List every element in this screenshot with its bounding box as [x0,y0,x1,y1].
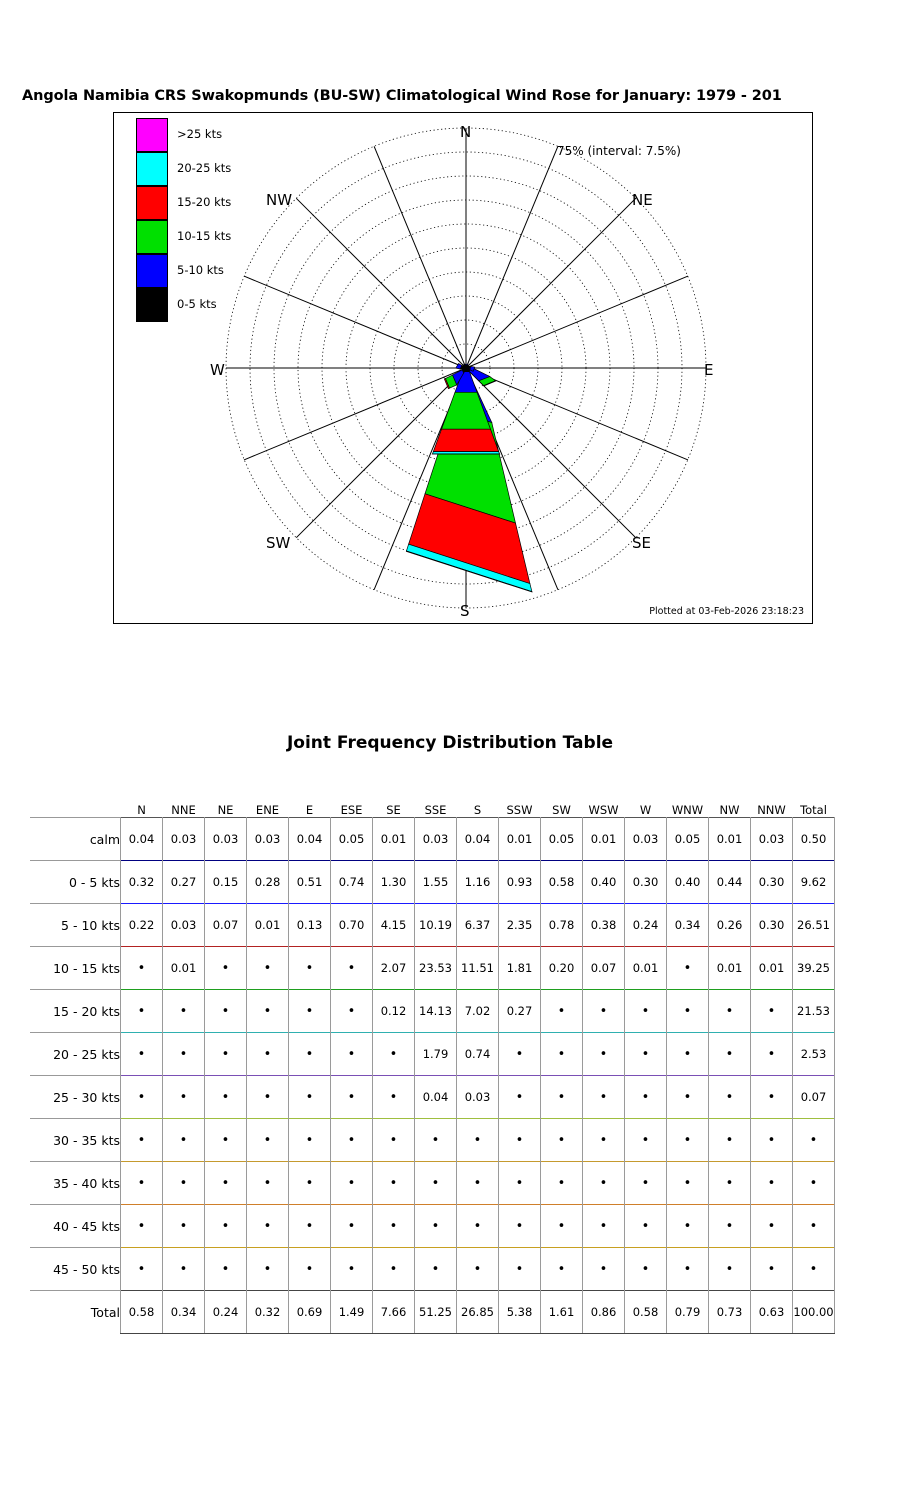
column-header-wsw: WSW [588,803,619,817]
cell-nw: • [709,1033,751,1076]
cell-nnw: 0.30 [751,904,793,947]
cell-w: • [625,1076,667,1119]
cell-sw: • [541,1076,583,1119]
cell-ese: 0.70 [331,904,373,947]
cell-total: 21.53 [793,990,835,1033]
cell-nnw: • [751,1033,793,1076]
cell-nw: 0.01 [709,947,751,990]
cell-w: 0.24 [625,904,667,947]
cell-ssw: • [499,1248,541,1291]
cell-n: • [121,1076,163,1119]
cell-ese: 0.05 [331,818,373,861]
cell-w: 0.58 [625,1291,667,1334]
column-header-ene: ENE [255,803,280,817]
legend-label-5-10: 5-10 kts [177,263,224,277]
cell-se: • [373,1033,415,1076]
cell-ene: • [247,1076,289,1119]
cell-w: 0.01 [625,947,667,990]
cell-wsw: • [583,990,625,1033]
cell-w: • [625,1033,667,1076]
cell-sw: 0.20 [541,947,583,990]
cell-nw: • [709,1162,751,1205]
table-row [30,1205,835,1248]
legend-item-10-15 [124,220,284,254]
cell-ne: • [205,1248,247,1291]
cell-nnw: • [751,990,793,1033]
cell-sse: 23.53 [415,947,457,990]
cell-sse: 1.79 [415,1033,457,1076]
cell-total: 2.53 [793,1033,835,1076]
compass-label-sw: SW [266,534,291,552]
cell-e: 0.69 [289,1291,331,1334]
table-row [30,1248,835,1291]
cell-ssw: 5.38 [499,1291,541,1334]
ring-interval-label: 75% (interval: 7.5%) [557,144,681,158]
legend-swatch-20-25 [136,152,168,186]
row-label: Total [90,1304,120,1320]
cell-sse: • [415,1119,457,1162]
column-header-nne: NNE [171,803,196,817]
cell-n: • [121,947,163,990]
cell-wsw: 0.07 [583,947,625,990]
cell-nnw: • [751,1248,793,1291]
cell-se: 7.66 [373,1291,415,1334]
legend-item-gt25 [124,118,284,152]
cell-ene: • [247,990,289,1033]
cell-total: 100.00 [793,1291,835,1334]
cell-wnw: 0.40 [667,861,709,904]
legend-label-gt25: >25 kts [177,127,223,141]
cell-nw: • [709,990,751,1033]
row-label: 40 - 45 kts [53,1218,120,1234]
column-header-total: Total [800,803,827,817]
cell-nnw: 0.30 [751,861,793,904]
cell-sse: • [415,1162,457,1205]
cell-sse: 0.04 [415,1076,457,1119]
cell-ssw: • [499,1119,541,1162]
table-row [30,947,835,990]
joint-frequency-table [30,795,835,1334]
column-header-ne: NE [217,803,234,817]
cell-wnw: • [667,947,709,990]
cell-se: • [373,1248,415,1291]
cell-ese: • [331,947,373,990]
cell-wnw: • [667,1119,709,1162]
cell-nw: • [709,1205,751,1248]
cell-nnw: • [751,1162,793,1205]
cell-e: • [289,1162,331,1205]
column-header-n: N [137,803,146,817]
cell-wnw: • [667,1205,709,1248]
cell-sw: 0.05 [541,818,583,861]
cell-w: 0.03 [625,818,667,861]
cell-se: 2.07 [373,947,415,990]
cell-nne: 0.27 [163,861,205,904]
legend-item-0-5 [124,288,284,322]
cell-wsw: • [583,1162,625,1205]
cell-ssw: 2.35 [499,904,541,947]
cell-s: 6.37 [457,904,499,947]
cell-nnw: 0.01 [751,947,793,990]
table-heading: Joint Frequency Distribution Table [286,733,614,753]
cell-sse: 10.19 [415,904,457,947]
cell-ene: • [247,1033,289,1076]
cell-s: 7.02 [457,990,499,1033]
cell-nne: • [163,1162,205,1205]
cell-nne: • [163,1076,205,1119]
cell-wnw: • [667,1033,709,1076]
table-row [30,1033,835,1076]
legend-swatch-15-20 [136,186,168,220]
cell-s: • [457,1248,499,1291]
cell-se: 0.01 [373,818,415,861]
cell-ese: • [331,1162,373,1205]
row-label: 35 - 40 kts [53,1175,120,1191]
cell-ssw: • [499,1033,541,1076]
cell-ne: • [205,1205,247,1248]
cell-e: 0.13 [289,904,331,947]
cell-wnw: • [667,1076,709,1119]
cell-n: • [121,1119,163,1162]
cell-nne: • [163,1205,205,1248]
cell-s: 1.16 [457,861,499,904]
compass-label-nw: NW [266,191,293,209]
cell-se: • [373,1205,415,1248]
legend-label-20-25: 20-25 kts [177,161,232,175]
cell-total: 0.50 [793,818,835,861]
cell-ne: • [205,1076,247,1119]
cell-ne: • [205,1119,247,1162]
column-header-nnw: NNW [757,803,786,817]
cell-wsw: • [583,1033,625,1076]
cell-n: • [121,990,163,1033]
cell-ene: • [247,1248,289,1291]
wind-speed-legend [124,118,284,322]
cell-nw: 0.01 [709,818,751,861]
table-row [30,904,835,947]
cell-wnw: 0.34 [667,904,709,947]
table-header-row [30,795,835,818]
table-body [30,818,835,1334]
cell-nne: 0.03 [163,818,205,861]
cell-n: • [121,1033,163,1076]
cell-wsw: • [583,1248,625,1291]
cell-wsw: • [583,1076,625,1119]
legend-swatch-5-10 [136,254,168,288]
cell-s: • [457,1205,499,1248]
cell-total: • [793,1162,835,1205]
cell-ne: • [205,990,247,1033]
cell-nne: 0.03 [163,904,205,947]
cell-sse: 14.13 [415,990,457,1033]
cell-sse: 1.55 [415,861,457,904]
cell-sse: 51.25 [415,1291,457,1334]
compass-label-ne: NE [632,191,653,209]
legend-label-10-15: 10-15 kts [177,229,232,243]
cell-nnw: 0.63 [751,1291,793,1334]
cell-w: • [625,1119,667,1162]
cell-nne: • [163,1248,205,1291]
cell-sse: • [415,1205,457,1248]
cell-sw: 0.58 [541,861,583,904]
cell-sw: • [541,990,583,1033]
column-header-e: E [305,803,314,817]
cell-e: • [289,990,331,1033]
column-header-se: SE [386,803,401,817]
cell-nw: • [709,1248,751,1291]
cell-nnw: • [751,1205,793,1248]
legend-label-15-20: 15-20 kts [177,195,232,209]
cell-ne: • [205,1033,247,1076]
cell-nw: 0.73 [709,1291,751,1334]
cell-n: • [121,1248,163,1291]
cell-n: 0.04 [121,818,163,861]
legend-swatch-10-15 [136,220,168,254]
cell-ne: 0.07 [205,904,247,947]
cell-e: • [289,1119,331,1162]
cell-ese: • [331,1119,373,1162]
cell-e: 0.04 [289,818,331,861]
cell-ene: • [247,1205,289,1248]
cell-s: 0.03 [457,1076,499,1119]
cell-se: • [373,1076,415,1119]
table-row [30,861,835,904]
compass-label-w: W [210,361,225,379]
column-header-sw: SW [552,803,571,817]
cell-e: • [289,947,331,990]
row-label: 20 - 25 kts [53,1046,120,1062]
cell-ssw: 0.93 [499,861,541,904]
cell-wsw: 0.38 [583,904,625,947]
compass-label-s: S [460,602,470,620]
cell-sw: • [541,1033,583,1076]
cell-n: 0.32 [121,861,163,904]
compass-label-e: E [704,361,714,379]
column-header-sse: SSE [424,803,447,817]
cell-nne: • [163,1119,205,1162]
cell-se: 1.30 [373,861,415,904]
row-label: 10 - 15 kts [53,960,120,976]
cell-sw: 1.61 [541,1291,583,1334]
page-title: Angola Namibia CRS Swakopmunds (BU-SW) Climatological Wind Rose for January: 1979 - 201 [22,88,782,104]
cell-total: 39.25 [793,947,835,990]
cell-wsw: 0.40 [583,861,625,904]
cell-ese: • [331,990,373,1033]
cell-w: • [625,1205,667,1248]
cell-sw: • [541,1162,583,1205]
cell-sw: 0.78 [541,904,583,947]
cell-s: • [457,1119,499,1162]
cell-ene: 0.28 [247,861,289,904]
row-label: 5 - 10 kts [61,917,120,933]
header-corner [30,795,121,818]
column-header-w: W [639,803,652,817]
compass-label-se: SE [632,534,651,552]
legend-label-0-5: 0-5 kts [177,297,217,311]
cell-ne: 0.03 [205,818,247,861]
row-label: 15 - 20 kts [53,1003,120,1019]
cell-se: • [373,1162,415,1205]
cell-ene: 0.32 [247,1291,289,1334]
cell-ssw: • [499,1162,541,1205]
cell-wnw: • [667,1162,709,1205]
table-row [30,818,835,861]
cell-ene: • [247,1162,289,1205]
cell-s: 11.51 [457,947,499,990]
cell-e: • [289,1076,331,1119]
cell-ene: 0.01 [247,904,289,947]
cell-total: • [793,1119,835,1162]
cell-e: • [289,1205,331,1248]
cell-ene: • [247,947,289,990]
cell-n: • [121,1205,163,1248]
cell-ene: • [247,1119,289,1162]
column-header-ssw: SSW [506,803,533,817]
cell-ese: 0.74 [331,861,373,904]
cell-ese: • [331,1205,373,1248]
cell-nne: • [163,990,205,1033]
cell-n: 0.58 [121,1291,163,1334]
cell-nnw: 0.03 [751,818,793,861]
cell-sw: • [541,1248,583,1291]
cell-ne: • [205,1162,247,1205]
cell-ne: 0.24 [205,1291,247,1334]
table-row [30,1119,835,1162]
cell-nne: 0.01 [163,947,205,990]
cell-n: • [121,1162,163,1205]
column-header-s: S [473,803,482,817]
cell-w: • [625,1162,667,1205]
cell-total: 26.51 [793,904,835,947]
cell-ese: • [331,1076,373,1119]
cell-se: • [373,1119,415,1162]
cell-w: • [625,1248,667,1291]
cell-s: • [457,1162,499,1205]
cell-total: 9.62 [793,861,835,904]
cell-s: 0.04 [457,818,499,861]
cell-nw: 0.44 [709,861,751,904]
cell-wnw: • [667,990,709,1033]
cell-sse: • [415,1248,457,1291]
cell-ssw: • [499,1076,541,1119]
wind-rose-panel [113,112,813,624]
cell-w: • [625,990,667,1033]
cell-total: 0.07 [793,1076,835,1119]
cell-e: • [289,1033,331,1076]
legend-item-20-25 [124,152,284,186]
plot-timestamp: Plotted at 03-Feb-2026 23:18:23 [649,606,804,617]
cell-nw: 0.26 [709,904,751,947]
cell-w: 0.30 [625,861,667,904]
cell-ssw: 0.27 [499,990,541,1033]
cell-wsw: • [583,1119,625,1162]
table-row [30,1076,835,1119]
cell-n: 0.22 [121,904,163,947]
cell-wnw: 0.05 [667,818,709,861]
cell-wsw: 0.01 [583,818,625,861]
cell-ene: 0.03 [247,818,289,861]
cell-ese: • [331,1033,373,1076]
cell-s: 0.74 [457,1033,499,1076]
row-label: calm [89,831,120,847]
row-label: 0 - 5 kts [69,874,120,890]
cell-ne: 0.15 [205,861,247,904]
cell-ssw: 0.01 [499,818,541,861]
cell-s: 26.85 [457,1291,499,1334]
cell-nw: • [709,1119,751,1162]
table-row [30,990,835,1033]
cell-total: • [793,1205,835,1248]
column-header-wnw: WNW [671,803,704,817]
legend-item-15-20 [124,186,284,220]
cell-e: • [289,1248,331,1291]
cell-nw: • [709,1076,751,1119]
cell-wsw: 0.86 [583,1291,625,1334]
cell-ese: • [331,1248,373,1291]
cell-wsw: • [583,1205,625,1248]
cell-sw: • [541,1205,583,1248]
cell-nne: • [163,1033,205,1076]
cell-ne: • [205,947,247,990]
cell-ssw: 1.81 [499,947,541,990]
compass-label-n: N [460,123,472,141]
cell-se: 0.12 [373,990,415,1033]
legend-swatch-gt25 [136,118,168,152]
legend-swatch-0-5 [136,288,168,322]
cell-sw: • [541,1119,583,1162]
cell-e: 0.51 [289,861,331,904]
column-header-nw: NW [719,803,740,817]
cell-wnw: • [667,1248,709,1291]
table-row [30,1162,835,1205]
row-label: 45 - 50 kts [53,1261,120,1277]
column-header-ese: ESE [340,803,363,817]
cell-nnw: • [751,1119,793,1162]
cell-sse: 0.03 [415,818,457,861]
cell-ssw: • [499,1205,541,1248]
cell-wnw: 0.79 [667,1291,709,1334]
joint-frequency-table-wrap [0,795,900,1334]
cell-ese: 1.49 [331,1291,373,1334]
cell-total: • [793,1248,835,1291]
cell-nne: 0.34 [163,1291,205,1334]
row-label: 30 - 35 kts [53,1132,120,1148]
cell-nnw: • [751,1076,793,1119]
row-label: 25 - 30 kts [53,1089,120,1105]
legend-item-5-10 [124,254,284,288]
cell-se: 4.15 [373,904,415,947]
table-row [30,1291,835,1334]
